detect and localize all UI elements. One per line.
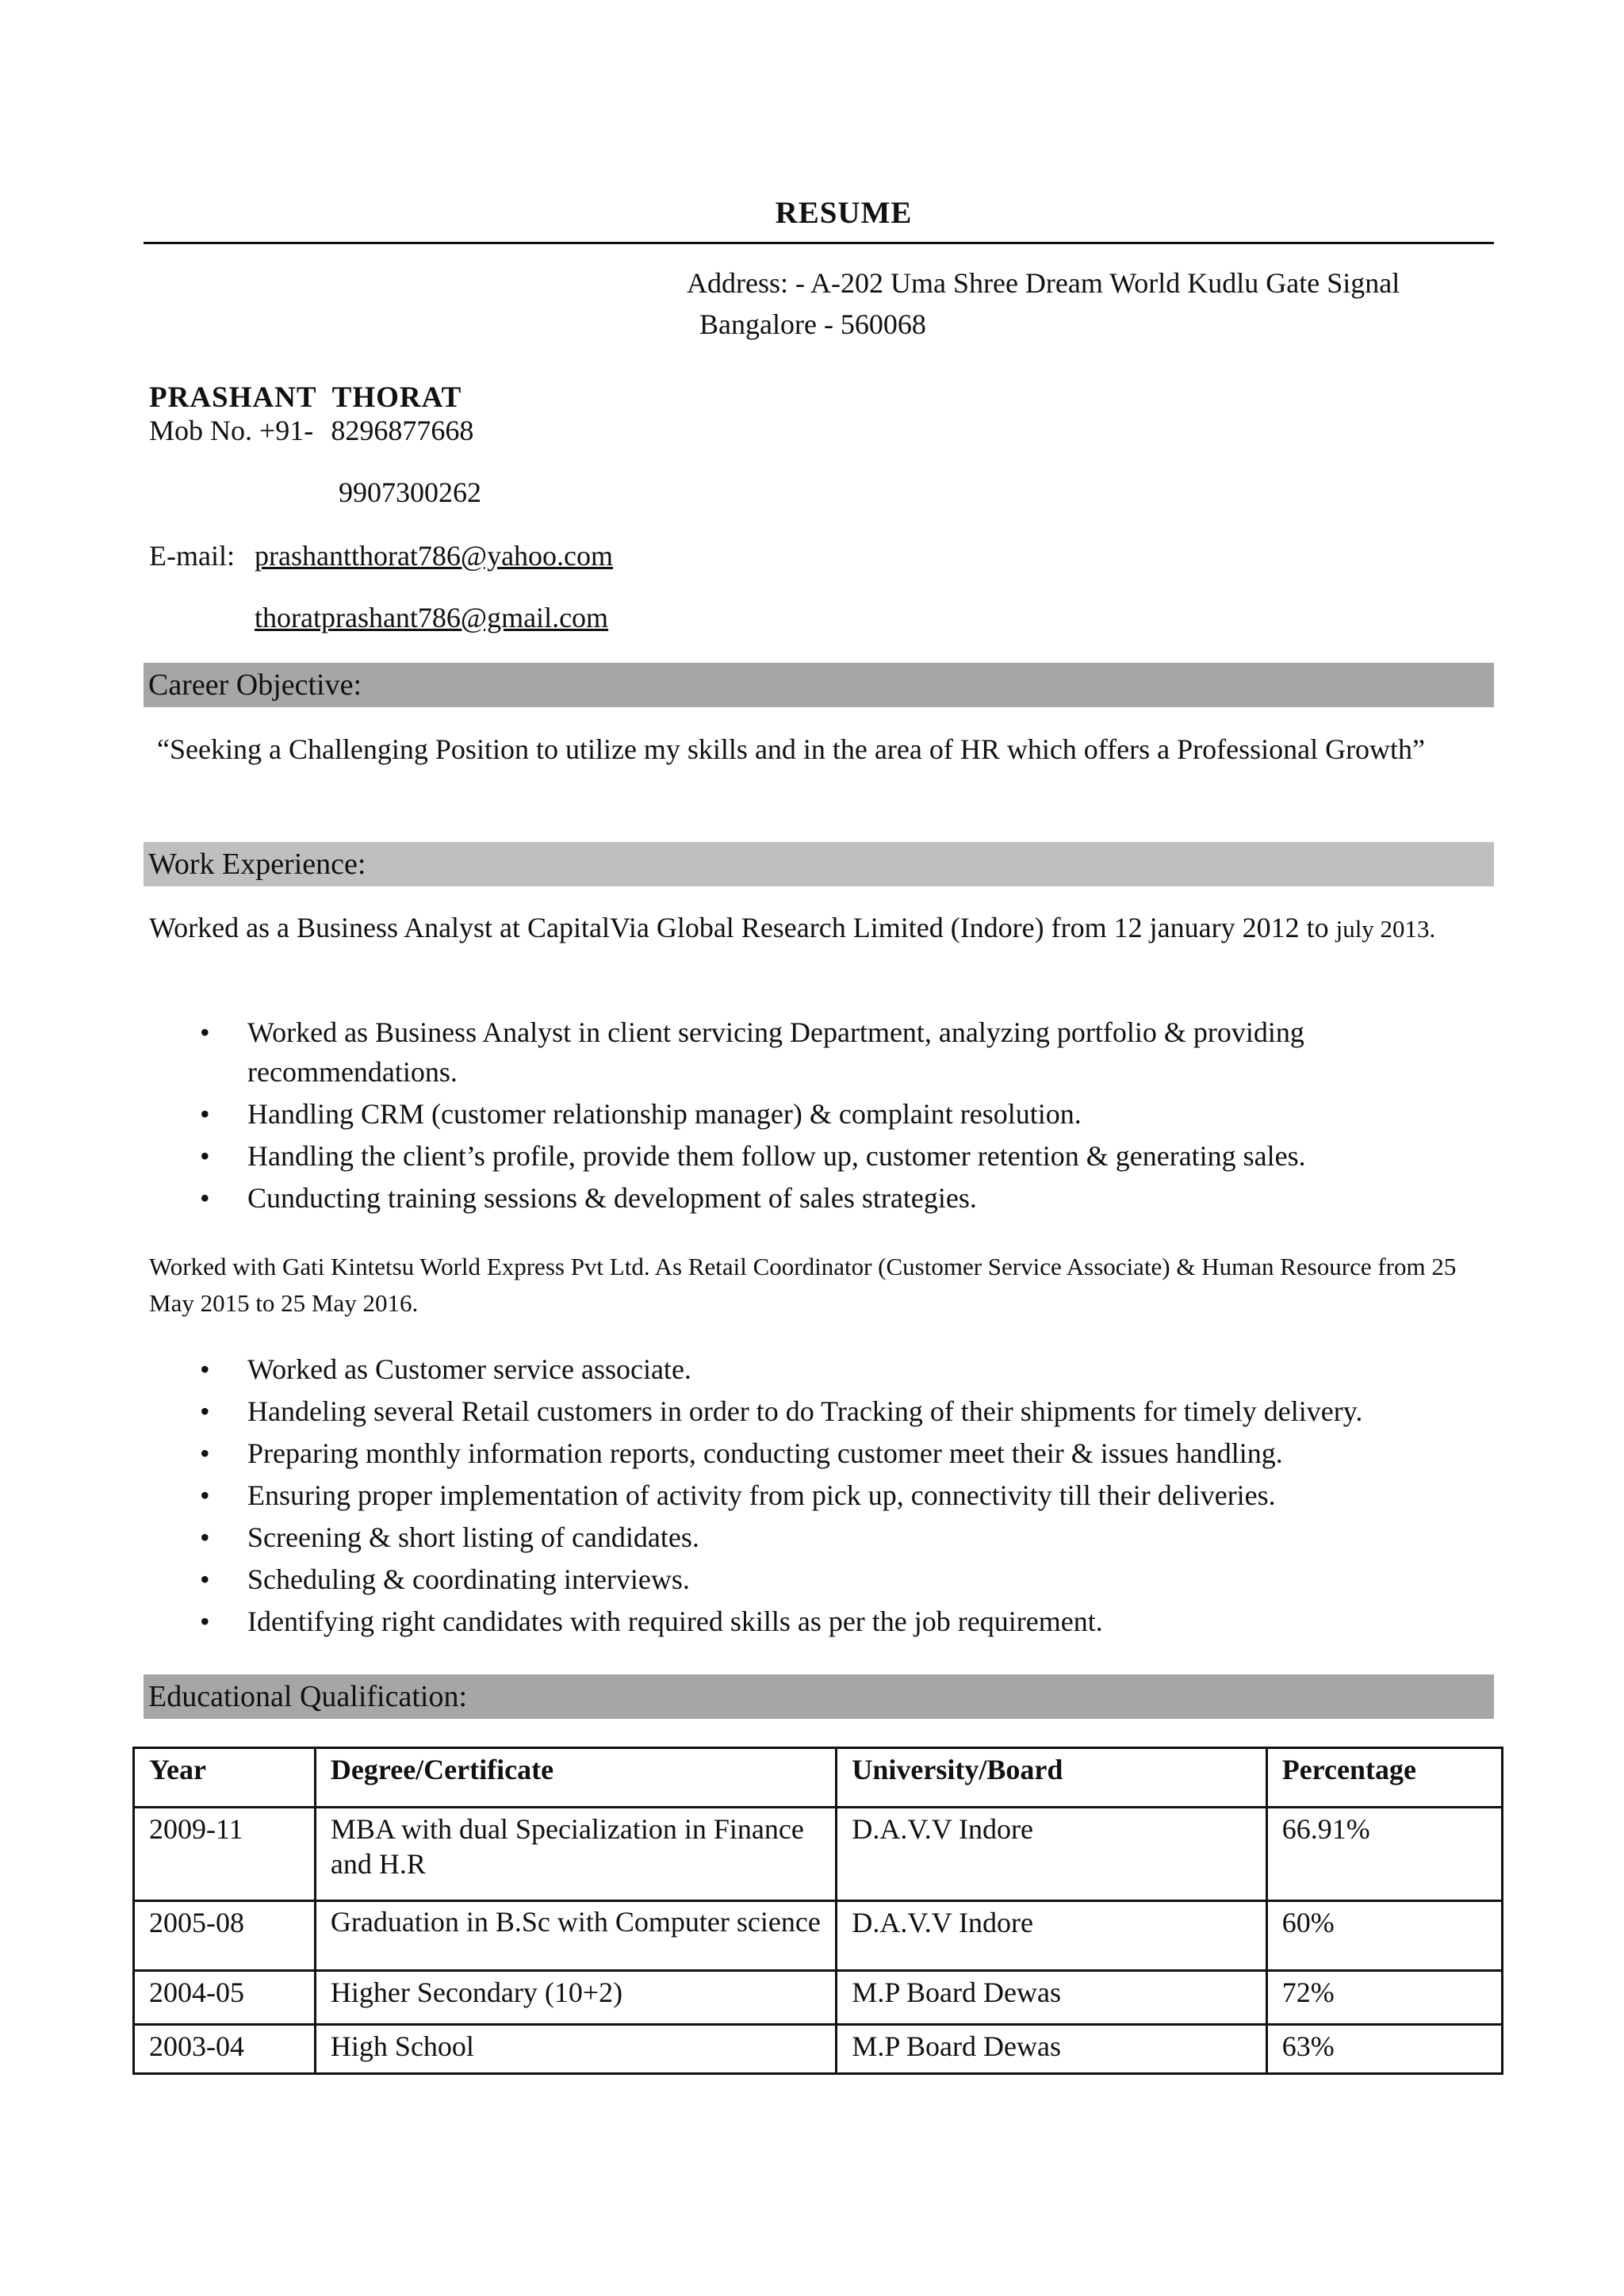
career-objective-heading: Career Objective: bbox=[144, 663, 1494, 707]
mobile-row bbox=[149, 414, 473, 447]
job-2-intro: Worked with Gati Kintetsu World Express Pvt Ltd. As Retail Coordinator (Customer Service Associate) & Human Resource from 25 May 2015 to 25 May 2016. bbox=[149, 1253, 1457, 1317]
address-line-1: Address: - A-202 Uma Shree Dream World Kudlu Gate Signal bbox=[687, 267, 1400, 299]
cell-year: 2004-05 bbox=[134, 1971, 316, 2025]
cell-percentage: 72% bbox=[1266, 1971, 1502, 2025]
cell-percentage: 60% bbox=[1266, 1901, 1502, 1971]
list-item: • Handling CRM (customer relationship manager) & complaint resolution. bbox=[149, 1094, 1491, 1134]
cell-year: 2009-11 bbox=[134, 1808, 316, 1901]
list-item: • Worked as Customer service associate. bbox=[149, 1349, 1491, 1389]
cell-university: M.P Board Dewas bbox=[837, 1971, 1266, 2025]
cell-university: M.P Board Dewas bbox=[837, 2025, 1266, 2074]
list-item: • Identifying right candidates with required skills as per the job requirement. bbox=[149, 1601, 1491, 1641]
job-1-bullets bbox=[149, 1012, 1491, 1220]
job-1-intro bbox=[149, 908, 1491, 947]
email-link-1[interactable]: prashantthorat786@yahoo.com bbox=[255, 540, 614, 572]
column-header-degree: Degree/Certificate bbox=[315, 1748, 836, 1808]
cell-year: 2003-04 bbox=[134, 2025, 316, 2074]
job-2-bullets bbox=[149, 1349, 1491, 1644]
job-1-intro-end: july 2013. bbox=[1335, 915, 1436, 943]
table-row bbox=[134, 1901, 1503, 1971]
document-title: RESUME bbox=[775, 196, 913, 230]
education-heading: Educational Qualification: bbox=[144, 1674, 1494, 1719]
list-item: • Screening & short listing of candidates. bbox=[149, 1517, 1491, 1557]
list-item: • Scheduling & coordinating interviews. bbox=[149, 1559, 1491, 1599]
column-header-year: Year bbox=[134, 1748, 316, 1808]
email-label: E-mail: bbox=[149, 540, 235, 572]
cell-degree: High School bbox=[315, 2025, 836, 2074]
phone-number-1: 8296877668 bbox=[331, 415, 474, 446]
list-item: • Handeling several Retail customers in order to do Tracking of their shipments for timely delivery. bbox=[149, 1391, 1491, 1431]
candidate-name: PRASHANT THORAT bbox=[149, 381, 462, 414]
title-divider bbox=[144, 242, 1494, 244]
education-table bbox=[132, 1747, 1503, 2075]
cell-percentage: 66.91% bbox=[1266, 1808, 1502, 1901]
email-link-2[interactable]: thoratprashant786@gmail.com bbox=[255, 602, 609, 633]
cell-degree: Graduation in B.Sc with Computer science bbox=[315, 1901, 836, 1971]
table-header-row bbox=[134, 1748, 1503, 1808]
list-item: • Handling the client’s profile, provide them follow up, customer retention & generating sales. bbox=[149, 1136, 1491, 1176]
table-row bbox=[134, 2025, 1503, 2074]
cell-university: D.A.V.V Indore bbox=[837, 1901, 1266, 1971]
column-header-university: University/Board bbox=[837, 1748, 1266, 1808]
column-header-percentage: Percentage bbox=[1266, 1748, 1502, 1808]
cell-university: D.A.V.V Indore bbox=[837, 1808, 1266, 1901]
phone-number-2: 9907300262 bbox=[339, 476, 481, 508]
cell-percentage: 63% bbox=[1266, 2025, 1502, 2074]
mobile-label: Mob No. +91- bbox=[149, 415, 314, 446]
job-1-intro-main: Worked as a Business Analyst at CapitalVia Global Research Limited (Indore) from 12 january 2012 to bbox=[149, 912, 1336, 943]
table-row bbox=[134, 1971, 1503, 2025]
list-item: • Worked as Business Analyst in client servicing Department, analyzing portfolio & providing recommendations. bbox=[149, 1012, 1491, 1092]
table-row bbox=[134, 1808, 1503, 1901]
list-item: • Preparing monthly information reports, conducting customer meet their & issues handling. bbox=[149, 1433, 1491, 1473]
address-line-2: Bangalore - 560068 bbox=[699, 308, 926, 340]
cell-year: 2005-08 bbox=[134, 1901, 316, 1971]
cell-degree: MBA with dual Specialization in Finance and H.R bbox=[315, 1808, 836, 1901]
career-objective-text: “Seeking a Challenging Position to utilize my skills and in the area of HR which offers a Professional Growth” bbox=[157, 733, 1426, 765]
cell-degree: Higher Secondary (10+2) bbox=[315, 1971, 836, 2025]
work-experience-heading: Work Experience: bbox=[144, 842, 1494, 886]
list-item: • Ensuring proper implementation of activity from pick up, connectivity till their deliveries. bbox=[149, 1475, 1491, 1515]
list-item: • Cunducting training sessions & development of sales strategies. bbox=[149, 1178, 1491, 1218]
